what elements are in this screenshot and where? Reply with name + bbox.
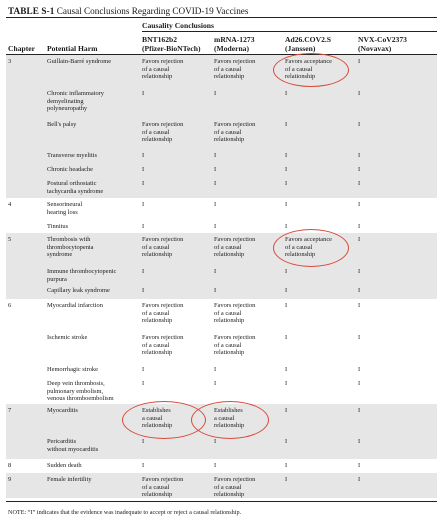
- cell-novavax: I: [358, 380, 361, 387]
- cell-harm: Tinnitus: [47, 223, 69, 230]
- cell-harm: Hemorrhagic stroke: [47, 366, 98, 373]
- cell-pfizer: Favors rejection of a causal relationship: [142, 302, 184, 325]
- table-title: [8, 6, 248, 16]
- cell-janssen: I: [285, 121, 288, 128]
- cell-moderna: Favors rejection of a causal relationship: [214, 302, 256, 325]
- cell-harm: Myocardial infarction: [47, 302, 103, 309]
- cell-pfizer: Favors rejection of a causal relationship: [142, 476, 184, 499]
- cell-pfizer: Favors rejection of a causal relationship: [142, 236, 184, 259]
- cell-pfizer: I: [142, 462, 145, 469]
- cell-moderna: I: [214, 366, 217, 373]
- cell-pfizer: Favors rejection of a causal relationship: [142, 334, 184, 357]
- cell-janssen: I: [285, 438, 288, 445]
- cell-harm: Immune thrombocytopenic purpura: [47, 268, 117, 283]
- cell-novavax: I: [358, 90, 361, 97]
- cell-moderna: Favors rejection of a causal relationship: [214, 121, 256, 144]
- cell-janssen: I: [285, 268, 288, 275]
- cell-pfizer: I: [142, 201, 145, 208]
- cell-pfizer: I: [142, 166, 145, 173]
- cell-pfizer: I: [142, 438, 145, 445]
- cell-chapter: 4: [8, 201, 12, 208]
- cell-novavax: I: [358, 223, 361, 230]
- cell-novavax: I: [358, 438, 361, 445]
- cell-pfizer: I: [142, 90, 145, 97]
- cell-moderna: I: [214, 223, 217, 230]
- cell-novavax: I: [358, 476, 361, 483]
- cell-harm: Sensorineural hearing loss: [47, 201, 83, 216]
- cell-janssen: I: [285, 380, 288, 387]
- table-caption: Causal Conclusions Regarding COVID-19 Vaccines: [56, 6, 249, 16]
- cell-pfizer: Favors rejection of a causal relationship: [142, 121, 184, 144]
- table-label: TABLE S-1: [8, 6, 55, 16]
- cell-pfizer: I: [142, 223, 145, 230]
- cell-novavax: I: [358, 366, 361, 373]
- cell-novavax: I: [358, 268, 361, 275]
- cell-pfizer: Establishes a causal relationship: [142, 407, 173, 430]
- cell-pfizer: I: [142, 152, 145, 159]
- cell-novavax: I: [358, 302, 361, 309]
- col-header-harm: Potential Harm: [47, 44, 98, 53]
- cell-janssen: I: [285, 287, 288, 294]
- cell-novavax: I: [358, 407, 361, 414]
- cell-novavax: I: [358, 462, 361, 469]
- table-rule: [6, 501, 437, 502]
- cell-janssen: I: [285, 476, 288, 483]
- cell-harm: Ischemic stroke: [47, 334, 88, 341]
- col-header-pfizer: BNT162b2 (Pfizer-BioNTech): [142, 35, 201, 53]
- annotation-circle: [273, 229, 349, 267]
- cell-moderna: Favors rejection of a causal relationship: [214, 58, 256, 81]
- cell-harm: Female infertility: [47, 476, 92, 483]
- table-note: NOTE: “I” indicates that the evidence was inadequate to accept or reject a causal relationship.: [8, 509, 242, 516]
- table-rule: [6, 17, 437, 18]
- cell-chapter: 6: [8, 302, 12, 309]
- cell-moderna: Favors rejection of a causal relationship: [214, 334, 256, 357]
- cell-moderna: I: [214, 90, 217, 97]
- table-rule: [142, 31, 437, 32]
- cell-moderna: I: [214, 287, 217, 294]
- cell-moderna: I: [214, 201, 217, 208]
- cell-moderna: I: [214, 152, 217, 159]
- cell-novavax: I: [358, 287, 361, 294]
- cell-janssen: I: [285, 366, 288, 373]
- cell-pfizer: I: [142, 287, 145, 294]
- causality-group-header: Causality Conclusions: [142, 21, 214, 30]
- cell-harm: Transverse myelitis: [47, 152, 97, 159]
- cell-moderna: I: [214, 180, 217, 187]
- cell-janssen: I: [285, 407, 288, 414]
- cell-chapter: 3: [8, 58, 12, 65]
- cell-janssen: I: [285, 223, 288, 230]
- cell-harm: Deep vein thrombosis, pulmonary embolism, venous thromboembolism: [47, 380, 114, 403]
- cell-janssen: I: [285, 334, 288, 341]
- cell-harm: Bell's palsy: [47, 121, 77, 128]
- cell-janssen: I: [285, 166, 288, 173]
- cell-janssen: I: [285, 462, 288, 469]
- cell-moderna: Favors rejection of a causal relationship: [214, 236, 256, 259]
- cell-harm: Thrombosis with thrombocytopenia syndrome: [47, 236, 94, 259]
- annotation-circle: [273, 53, 349, 87]
- cell-chapter: 7: [8, 407, 12, 414]
- cell-harm: Sudden death: [47, 462, 82, 469]
- cell-janssen: Favors acceptance of a causal relationship: [285, 58, 333, 81]
- cell-harm: Guillain-Barré syndrome: [47, 58, 112, 65]
- cell-harm: Pericarditis without myocarditis: [47, 438, 99, 453]
- col-header-novavax: NVX-CoV2373 (Novavax): [358, 35, 407, 53]
- cell-chapter: 9: [8, 476, 12, 483]
- cell-janssen: Favors acceptance of a causal relationship: [285, 236, 333, 259]
- cell-novavax: I: [358, 180, 361, 187]
- cell-harm: Myocarditis: [47, 407, 78, 414]
- annotation-circle: [191, 401, 269, 439]
- cell-moderna: I: [214, 380, 217, 387]
- cell-harm: Postural orthostatic tachycardia syndrome: [47, 180, 104, 195]
- cell-harm: Capillary leak syndrome: [47, 287, 110, 294]
- cell-pfizer: I: [142, 180, 145, 187]
- col-header-janssen: Ad26.COV2.S (Janssen): [285, 35, 331, 53]
- cell-janssen: I: [285, 152, 288, 159]
- cell-moderna: Establishes a causal relationship: [214, 407, 245, 430]
- cell-chapter: 5: [8, 236, 12, 243]
- cell-novavax: I: [358, 152, 361, 159]
- cell-pfizer: I: [142, 268, 145, 275]
- cell-moderna: Favors rejection of a causal relationship: [214, 476, 256, 499]
- cell-pfizer: I: [142, 380, 145, 387]
- cell-janssen: I: [285, 302, 288, 309]
- cell-moderna: I: [214, 462, 217, 469]
- col-header-chapter: Chapter: [8, 44, 35, 53]
- cell-harm: Chronic headache: [47, 166, 93, 173]
- cell-novavax: I: [358, 166, 361, 173]
- cell-moderna: I: [214, 166, 217, 173]
- cell-novavax: I: [358, 58, 361, 65]
- cell-novavax: I: [358, 334, 361, 341]
- cell-chapter: 8: [8, 462, 12, 469]
- cell-moderna: I: [214, 268, 217, 275]
- cell-novavax: I: [358, 121, 361, 128]
- cell-pfizer: I: [142, 366, 145, 373]
- cell-janssen: I: [285, 201, 288, 208]
- cell-novavax: I: [358, 236, 361, 243]
- cell-janssen: I: [285, 180, 288, 187]
- cell-pfizer: Favors rejection of a causal relationship: [142, 58, 184, 81]
- col-header-moderna: mRNA-1273 (Moderna): [214, 35, 255, 53]
- cell-harm: Chronic inflammatory demyelinating polyneuropathy: [47, 90, 104, 113]
- cell-janssen: I: [285, 90, 288, 97]
- cell-novavax: I: [358, 201, 361, 208]
- cell-moderna: I: [214, 438, 217, 445]
